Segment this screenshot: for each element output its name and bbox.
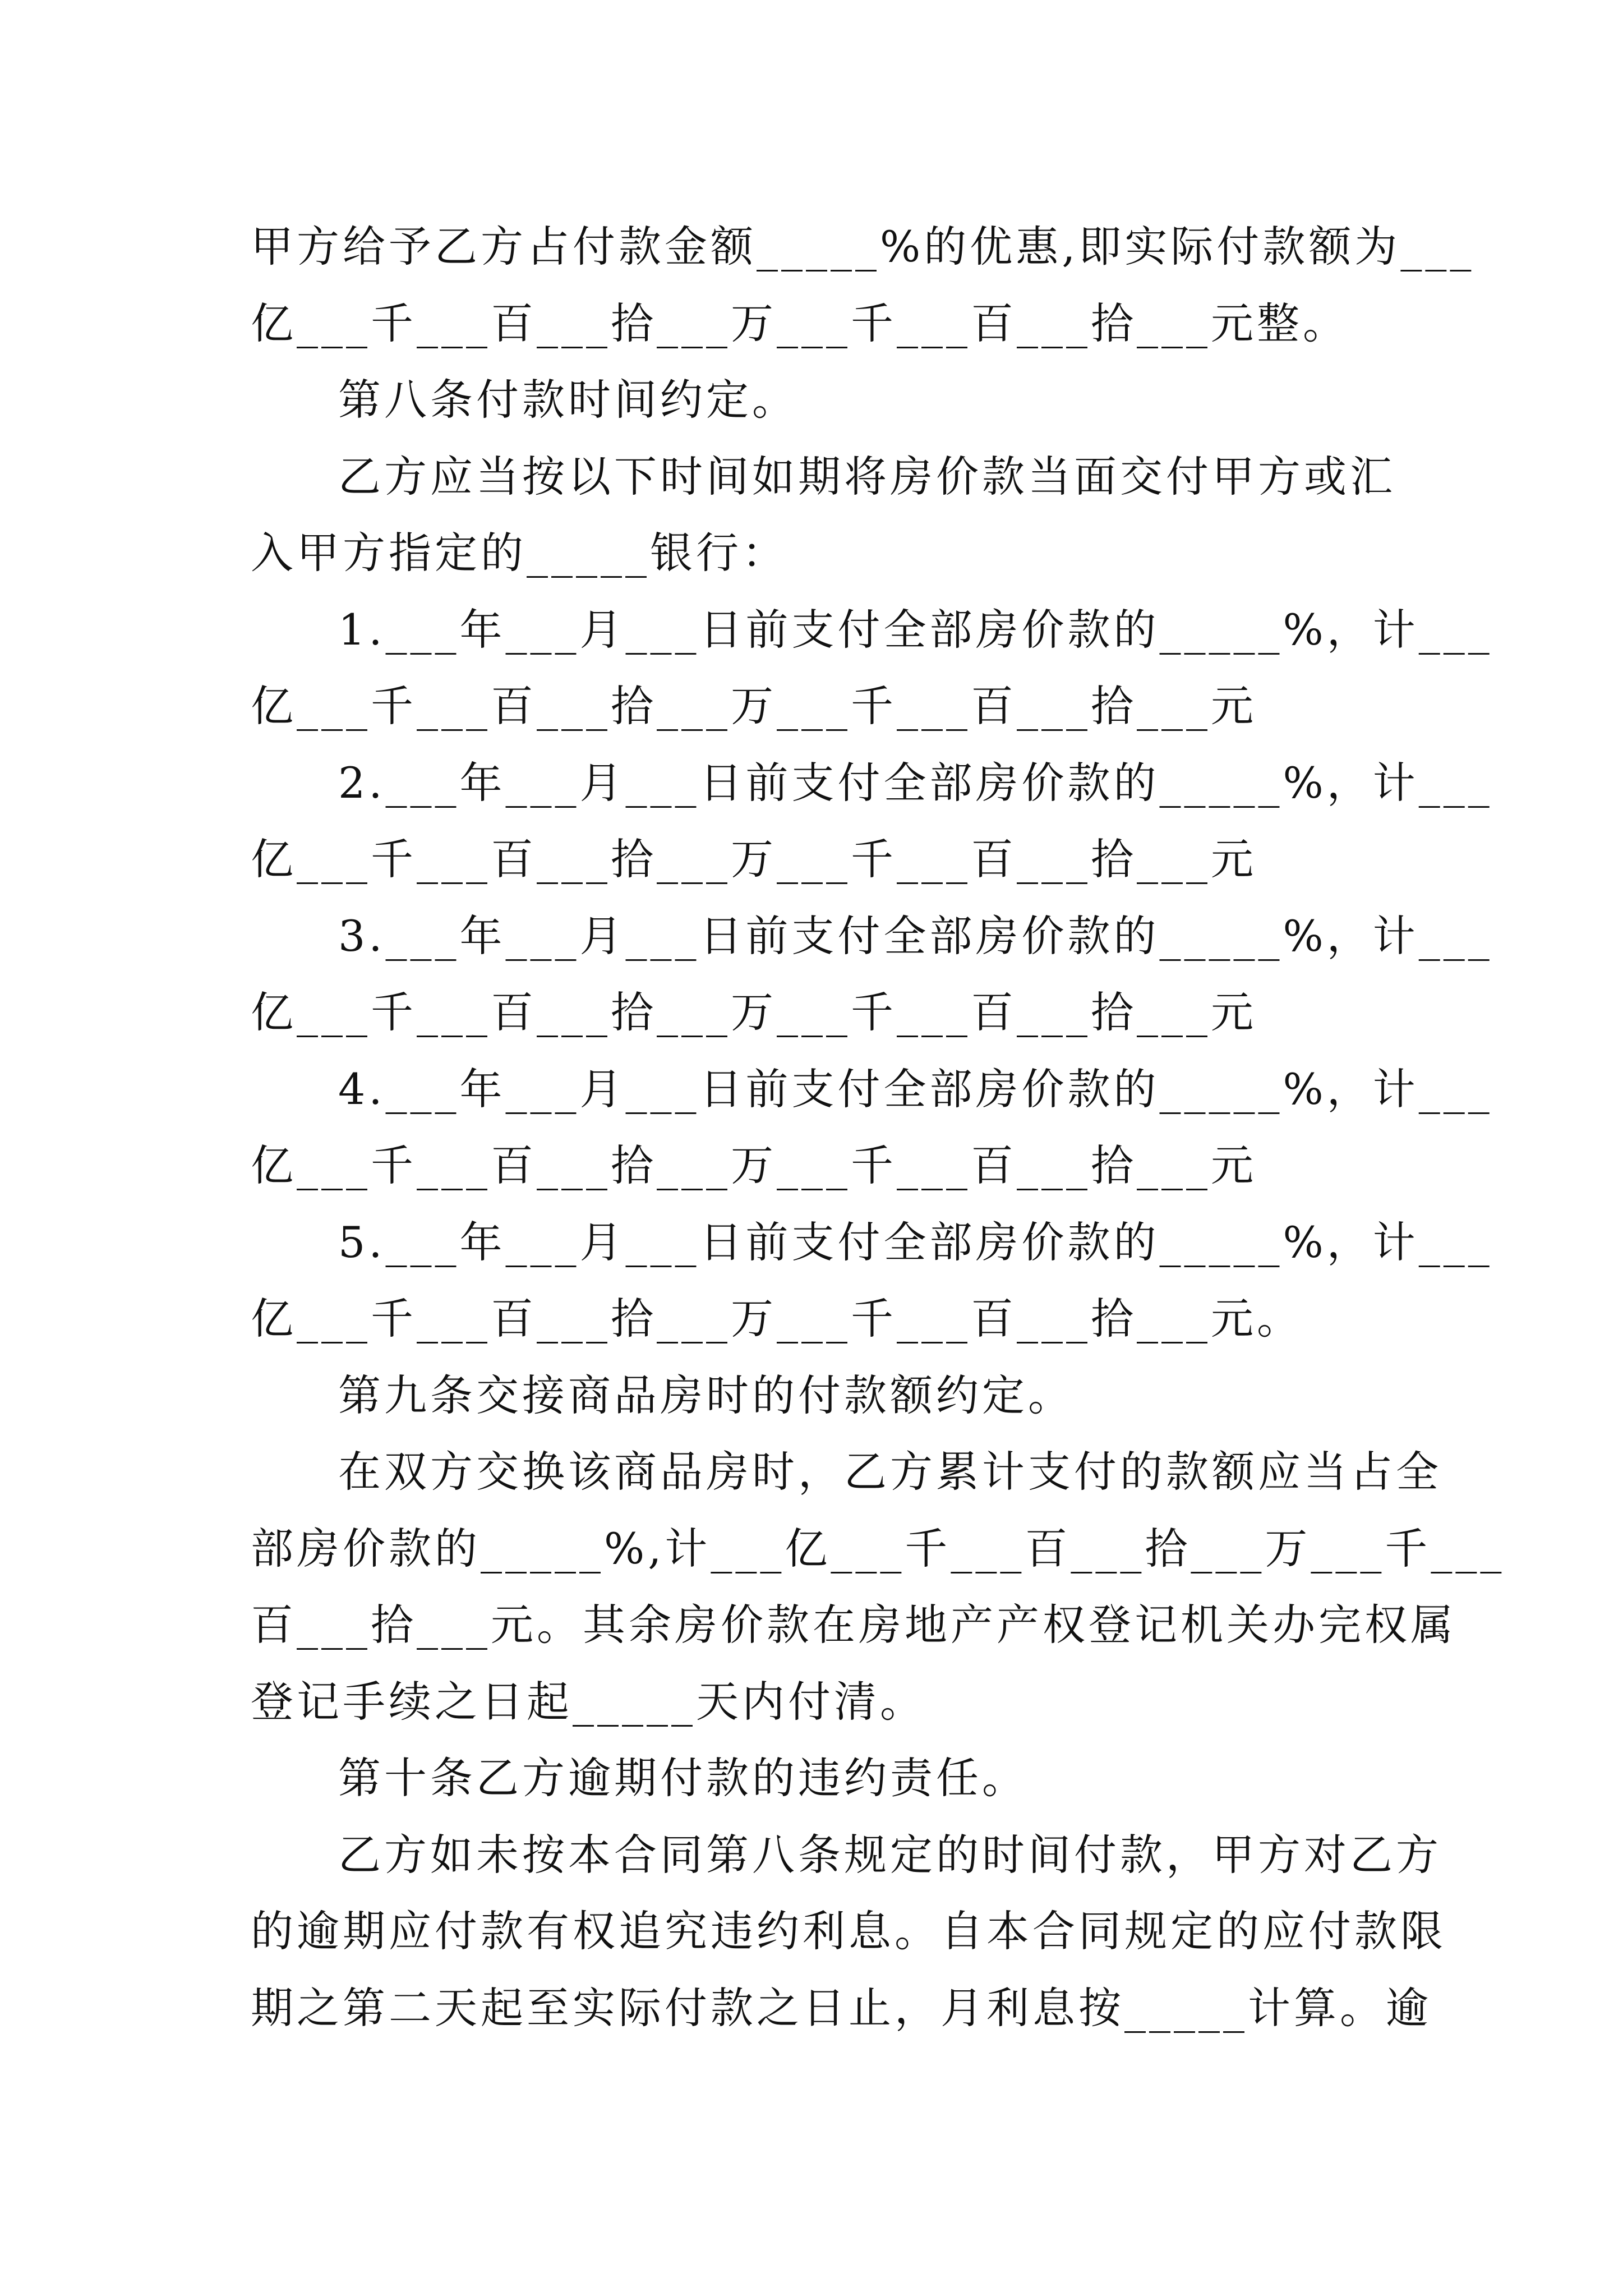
text-line: 甲方给予乙方占付款金额_____%的优惠,即实际付款额为___ xyxy=(251,222,1475,272)
text-line: 亿___千___百___拾___万___千___百___拾___元 xyxy=(251,834,1257,884)
text-line: 第十条乙方逾期付款的违约责任。 xyxy=(338,1753,1028,1803)
text-line: 亿___千___百___拾___万___千___百___拾___元。 xyxy=(251,1294,1303,1343)
text-line: 亿___千___百___拾___万___千___百___拾___元 xyxy=(251,1140,1257,1190)
text-line: 亿___千___百___拾___万___千___百___拾___元 xyxy=(251,987,1257,1037)
text-line: 5.___年___月___日前支付全部房价款的_____%，计___ xyxy=(338,1217,1493,1267)
text-line: 3.___年___月___日前支付全部房价款的_____%，计___ xyxy=(338,911,1493,961)
text-line: 第九条交接商品房时的付款额约定。 xyxy=(338,1370,1074,1420)
text-line: 百___拾___元。其余房价款在房地产产权登记机关办完权属 xyxy=(251,1600,1456,1650)
text-line: 4.___年___月___日前支付全部房价款的_____%，计___ xyxy=(338,1064,1493,1114)
text-line: 2.___年___月___日前支付全部房价款的_____%，计___ xyxy=(338,758,1493,808)
text-line: 的逾期应付款有权追究违约利息。自本合同规定的应付款限 xyxy=(251,1906,1446,1956)
text-line: 1.___年___月___日前支付全部房价款的_____%，计___ xyxy=(338,605,1493,655)
text-line: 亿___千___百___拾___万___千___百___拾___元 xyxy=(251,681,1257,731)
text-line: 登记手续之日起_____天内付清。 xyxy=(251,1677,926,1727)
text-line: 乙方应当按以下时间如期将房价款当面交付甲方或汇 xyxy=(338,452,1396,501)
text-line: 第八条付款时间约定。 xyxy=(338,375,798,425)
text-line: 亿___千___百___拾___万___千___百___拾___元整。 xyxy=(251,298,1349,348)
text-line: 期之第二天起至实际付款之日止，月利息按_____计算。逾 xyxy=(251,1983,1432,2033)
text-line: 在双方交换该商品房时，乙方累计支付的款额应当占全 xyxy=(338,1447,1442,1497)
text-line: 部房价款的_____%,计___亿___千___百___拾___万___千___ xyxy=(251,1524,1505,1573)
text-line: 入甲方指定的_____银行： xyxy=(251,528,788,578)
text-line: 乙方如未按本合同第八条规定的时间付款，甲方对乙方 xyxy=(338,1830,1442,1880)
